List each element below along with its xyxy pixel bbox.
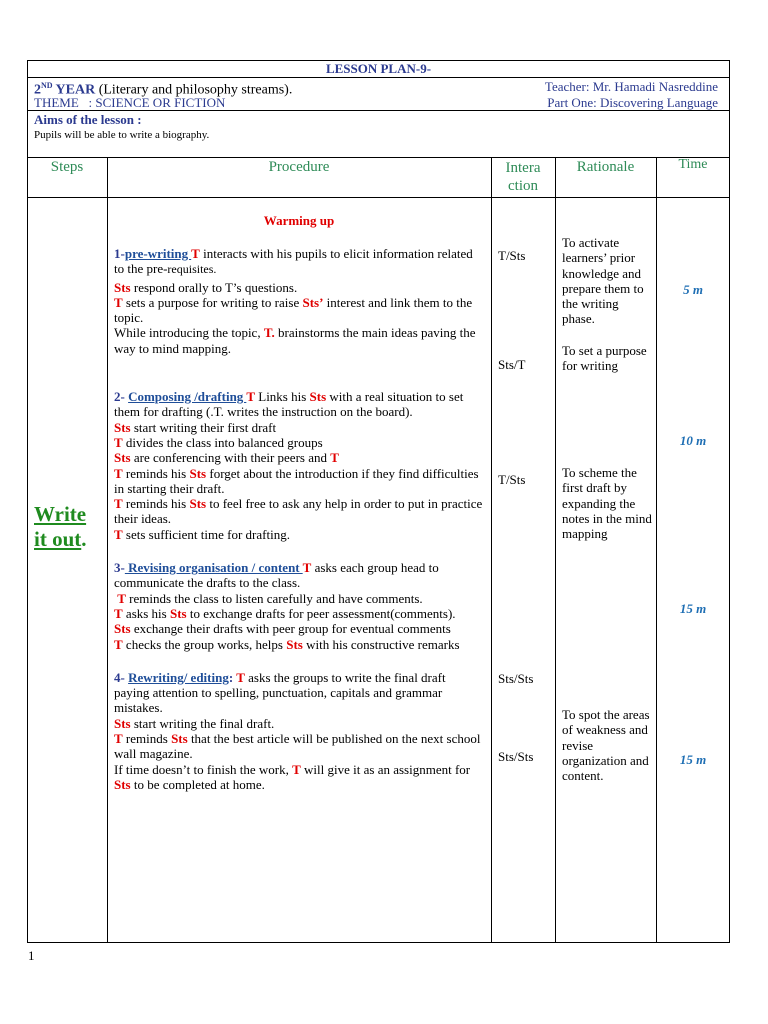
interaction-3: T/Sts — [498, 472, 526, 487]
text: start writing their first draft — [130, 419, 277, 435]
text: interest and link them to the topic. — [114, 294, 473, 326]
stage-2-line-5 — [114, 466, 484, 497]
text: While introducing the topic, — [114, 325, 264, 341]
teacher-marker: T — [292, 761, 301, 777]
text: reminds — [122, 731, 172, 747]
text: reminds his — [122, 465, 190, 481]
rationale-3: To scheme the first draft by expanding the notes in the mind mapping — [562, 465, 652, 542]
students-marker: Sts — [114, 776, 131, 792]
stage-1-title: pre-writing — [124, 246, 192, 261]
stage-2-line-4 — [114, 450, 484, 465]
text: requisites. — [167, 262, 217, 277]
aims-label: Aims of the lesson : — [34, 112, 142, 127]
interaction-5: Sts/Sts — [498, 749, 534, 764]
stage-1-line-4 — [114, 325, 484, 356]
text: to exchange drafts for peer assessment(comments). — [186, 605, 456, 621]
stage-3-line-5 — [114, 637, 484, 652]
teacher-marker: T — [117, 590, 126, 606]
column-header-divider — [27, 197, 730, 198]
students-marker: Sts — [114, 450, 131, 466]
text: asks his — [122, 605, 170, 621]
text: are conferencing with their peers and — [130, 450, 331, 466]
stage-1-number: 1- — [114, 246, 125, 261]
teacher-marker: T — [114, 636, 123, 652]
stage-2-number: 2- — [114, 389, 129, 405]
stage-2-line-1 — [114, 389, 484, 420]
teacher-marker: T — [114, 434, 123, 450]
teacher-marker: T — [191, 246, 200, 261]
rationale-1: To activate learners’ prior knowledge and prepare them to the writing phase. — [562, 235, 644, 327]
theme: THEME : SCIENCE OR FICTION — [34, 95, 226, 110]
time-1: 5 m — [683, 282, 703, 297]
step-word-2: it out — [34, 527, 82, 551]
text: asks each group head to communicate the drafts to the class. — [114, 560, 439, 591]
col-rationale: Rationale — [576, 159, 635, 175]
year-number: 2 — [34, 82, 41, 98]
teacher-marker: T — [114, 605, 123, 621]
stage-3-line-4 — [114, 621, 484, 636]
students-marker: Sts — [171, 731, 188, 747]
students-marker: Sts — [114, 419, 131, 435]
year-sup: ND — [41, 81, 53, 90]
text: that the best article will be published on the next school wall magazine. — [114, 731, 481, 762]
col-interaction: Intera ction — [505, 160, 541, 194]
text: to feel free to ask any help in order to put in practice their ideas. — [114, 496, 483, 527]
teacher-marker: T. — [263, 325, 275, 341]
time-3: 15 m — [679, 601, 707, 616]
text: with his constructive remarks — [302, 636, 460, 652]
stage-4-number: 4- — [114, 669, 129, 685]
aims-text: Pupils will be able to write a biography. — [34, 129, 210, 141]
col-divider-1 — [107, 157, 108, 943]
stage-4-colon: : — [228, 669, 237, 685]
text: asks the groups to write the final draft paying attention to spelling, punctuation, capitals and grammar mistakes. — [114, 669, 446, 716]
text: If time doesn’t to finish the work, — [114, 761, 293, 777]
col-divider-2 — [491, 157, 492, 943]
teacher-marker: T — [330, 450, 339, 466]
interaction-4: Sts/Sts — [498, 671, 534, 686]
time-4: 15 m — [679, 752, 707, 767]
text: reminds his — [122, 496, 190, 512]
stage-3-number: 3- — [114, 560, 125, 576]
procedure-cell — [114, 213, 484, 792]
stage-2-line-6 — [114, 496, 484, 527]
text: respond orally to T’s questions. — [130, 279, 298, 295]
page-number: 1 — [28, 948, 35, 963]
streams: (Literary and philosophy streams). — [95, 82, 293, 98]
students-marker: Sts — [114, 279, 131, 295]
text: sets sufficient time for drafting. — [122, 526, 290, 542]
stage-3-title: Revising organisation / content — [124, 560, 303, 576]
students-marker: Sts — [286, 636, 303, 652]
rationale-2: To set a purpose for writing — [562, 343, 647, 374]
text: Links his — [255, 389, 310, 405]
text: will give it as an assignment for — [300, 761, 471, 777]
stage-4-line-3 — [114, 731, 484, 762]
students-marker: Sts — [189, 465, 207, 481]
teacher-marker: T — [114, 465, 123, 481]
stage-2-title: Composing /drafting — [128, 389, 247, 405]
teacher-marker: T — [114, 731, 123, 747]
stage-2-line-7 — [114, 527, 484, 542]
warming-up: Warming up — [263, 213, 335, 228]
stage-3-line-2 — [114, 591, 484, 606]
col-steps: Steps — [50, 159, 84, 175]
step-name — [34, 502, 87, 552]
text: forget about the introduction if they find difficulties in starting their draft. — [114, 465, 479, 496]
rationale-4: To spot the areas of weakness and revise organization and content. — [562, 707, 650, 784]
stage-1-line-1 — [114, 246, 484, 278]
text: brainstorms the main ideas paving the way to mind mapping. — [114, 325, 476, 356]
students-marker: Sts — [114, 715, 131, 731]
text: checks the group works, helps — [122, 636, 287, 652]
stage-1-line-2 — [114, 280, 484, 295]
text: to be completed at home. — [130, 776, 265, 792]
teacher-marker: T — [114, 294, 123, 310]
interaction-1: T/Sts — [498, 248, 526, 263]
teacher-marker: T — [302, 560, 312, 576]
stage-1-line-3 — [114, 295, 484, 326]
step-dot: . — [81, 527, 87, 551]
stage-4-line-4 — [114, 762, 484, 793]
col-time: Time — [678, 157, 708, 172]
text: exchange their drafts with peer group for eventual comments — [130, 621, 451, 637]
stage-2-line-2 — [114, 420, 484, 435]
text: divides the class into balanced groups — [122, 434, 323, 450]
teacher-marker: T — [246, 389, 255, 405]
text: interacts with his pupils to elicit information related to the pre- — [114, 246, 473, 277]
teacher-marker: T — [114, 496, 123, 512]
col-procedure: Procedure — [268, 159, 330, 175]
students-marker: Sts — [309, 389, 327, 405]
year-word: YEAR — [52, 82, 96, 98]
col-divider-4 — [656, 157, 657, 943]
time-2: 10 m — [679, 433, 707, 448]
text: start writing the final draft. — [130, 715, 275, 731]
teacher-marker: T — [114, 526, 123, 542]
teacher: Teacher: Mr. Hamadi Nasreddine — [544, 79, 718, 94]
stage-2-line-3 — [114, 435, 484, 450]
teacher-marker: T — [236, 669, 245, 685]
col-divider-3 — [555, 157, 556, 943]
text: with a real situation to set them for drafting (.T. writes the instruction on the board). — [114, 389, 464, 420]
aims-divider — [27, 110, 730, 111]
text: reminds the class to listen carefully and have comments. — [125, 590, 423, 606]
stage-3-line-3 — [114, 606, 484, 621]
lesson-title: LESSON PLAN-9- — [325, 61, 432, 76]
stage-4-title: Rewriting/ editing — [128, 669, 229, 685]
students-marker: Sts — [169, 605, 187, 621]
stage-3-line-1 — [114, 560, 484, 591]
text: sets a purpose for writing to raise — [122, 294, 303, 310]
stage-4-line-1 — [114, 670, 484, 716]
students-marker: Sts’ — [302, 294, 324, 310]
students-marker: Sts — [114, 621, 131, 637]
students-marker: Sts — [189, 496, 207, 512]
step-word-1: Write — [34, 502, 87, 526]
part: Part One: Discovering Language — [547, 95, 718, 110]
interaction-2: Sts/T — [498, 357, 526, 372]
stage-4-line-2 — [114, 716, 484, 731]
